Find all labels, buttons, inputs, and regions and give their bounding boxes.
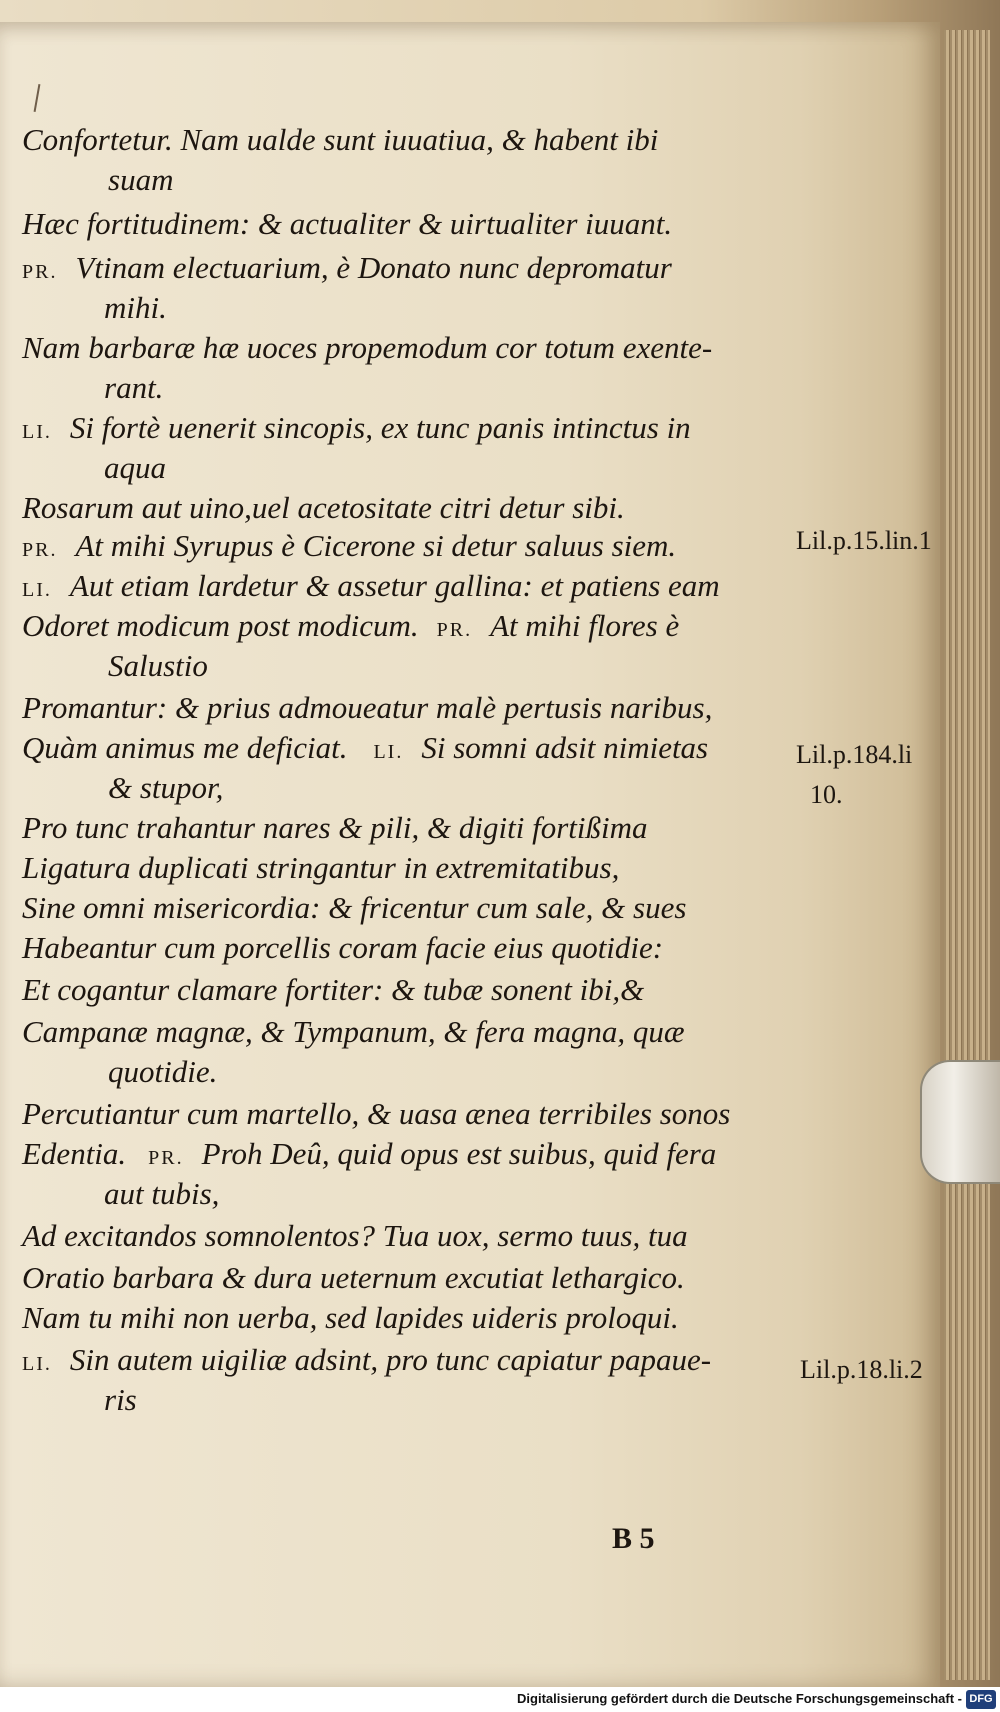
text-line: aut tubis, [104, 1176, 220, 1211]
text-line: Odoret modicum post modicum. PR. At mihi flores è [22, 606, 679, 650]
footer-bar [0, 1687, 1000, 1712]
text-line: Salustio [108, 648, 208, 683]
text-line: Percutiantur cum martello, & uasa ænea terribiles sonos [22, 1096, 731, 1131]
text-line: Rosarum aut uino,uel acetositate citri detur sibi. [22, 490, 625, 525]
text-line: Edentia. PR. Proh Deû, quid opus est suibus, quid fera [22, 1134, 716, 1178]
speaker-label: LI. [22, 579, 52, 601]
text-line: PR. At mihi Syrupus è Cicerone si detur saluus siem. [22, 526, 676, 570]
text-line: LI. Sin autem uigiliæ adsint, pro tunc capiatur papaue- [22, 1340, 711, 1384]
text-line: PR. Vtinam electuarium, è Donato nunc depromatur [22, 248, 672, 292]
text-line: rant. [104, 370, 164, 405]
dfg-logo: DFG [966, 1690, 996, 1709]
text-line: Campanæ magnæ, & Tympanum, & fera magna, quæ [22, 1014, 685, 1049]
text-line: ris [104, 1382, 137, 1417]
text-line: Sine omni misericordia: & fricentur cum sale, & sues [22, 890, 687, 925]
text-line: Oratio barbara & dura ueternum excutiat lethargico. [22, 1260, 685, 1295]
text-line: aqua [104, 450, 166, 485]
speaker-label: LI. [22, 1353, 52, 1375]
ink-mark [34, 84, 41, 112]
text-line: Ligatura duplicati stringantur in extremitatibus, [22, 850, 620, 885]
text-line: Pro tunc trahantur nares & pili, & digiti fortißima [22, 810, 648, 845]
text-line: Quàm animus me deficiat. LI. Si somni adsit nimietas [22, 728, 708, 772]
speaker-label: PR. [148, 1147, 184, 1169]
margin-note: Lil.p.184.li [796, 740, 913, 769]
speaker-label: LI. [373, 741, 404, 763]
text-line: Habeantur cum porcellis coram facie eius quotidie: [22, 930, 664, 965]
margin-note: Lil.p.15.lin.1 [796, 526, 932, 555]
text-line: Et cogantur clamare fortiter: & tubæ sonent ibi,& [22, 972, 645, 1007]
text-line: Ad excitandos somnolentos? Tua uox, sermo tuus, tua [22, 1218, 688, 1253]
text-line: suam [108, 162, 174, 197]
speaker-label: LI. [22, 421, 52, 443]
text-line: Nam barbaræ hæ uoces propemodum cor totum exente- [22, 330, 713, 365]
text-line: mihi. [104, 290, 167, 325]
speaker-label: PR. [436, 619, 473, 641]
text-line: LI. Aut etiam lardetur & assetur gallina: et patiens eam [22, 566, 720, 610]
speaker-label: PR. [22, 539, 58, 561]
text-line: Confortetur. Nam ualde sunt iuuatiua, & habent ibi [22, 122, 659, 157]
page-edges [944, 30, 990, 1680]
speaker-label: PR. [22, 261, 58, 283]
margin-note: 10. [810, 780, 843, 809]
footer-credit: Digitalisierung gefördert durch die Deutsche Forschungsgemeinschaft - [517, 1691, 962, 1706]
text-line: LI. Si fortè uenerit sincopis, ex tunc panis intinctus in [22, 408, 691, 452]
signature-mark: B 5 [612, 1522, 655, 1555]
text-line: Promantur: & prius admoueatur malè pertusis naribus, [22, 690, 713, 725]
text-line: quotidie. [108, 1054, 218, 1089]
text-line: Hæc fortitudinem: & actualiter & uirtualiter iuuant. [22, 206, 673, 241]
text-line: & stupor, [108, 770, 224, 805]
margin-note: Lil.p.18.li.2 [800, 1355, 923, 1384]
text-line: Nam tu mihi non uerba, sed lapides uideris proloqui. [22, 1300, 679, 1335]
